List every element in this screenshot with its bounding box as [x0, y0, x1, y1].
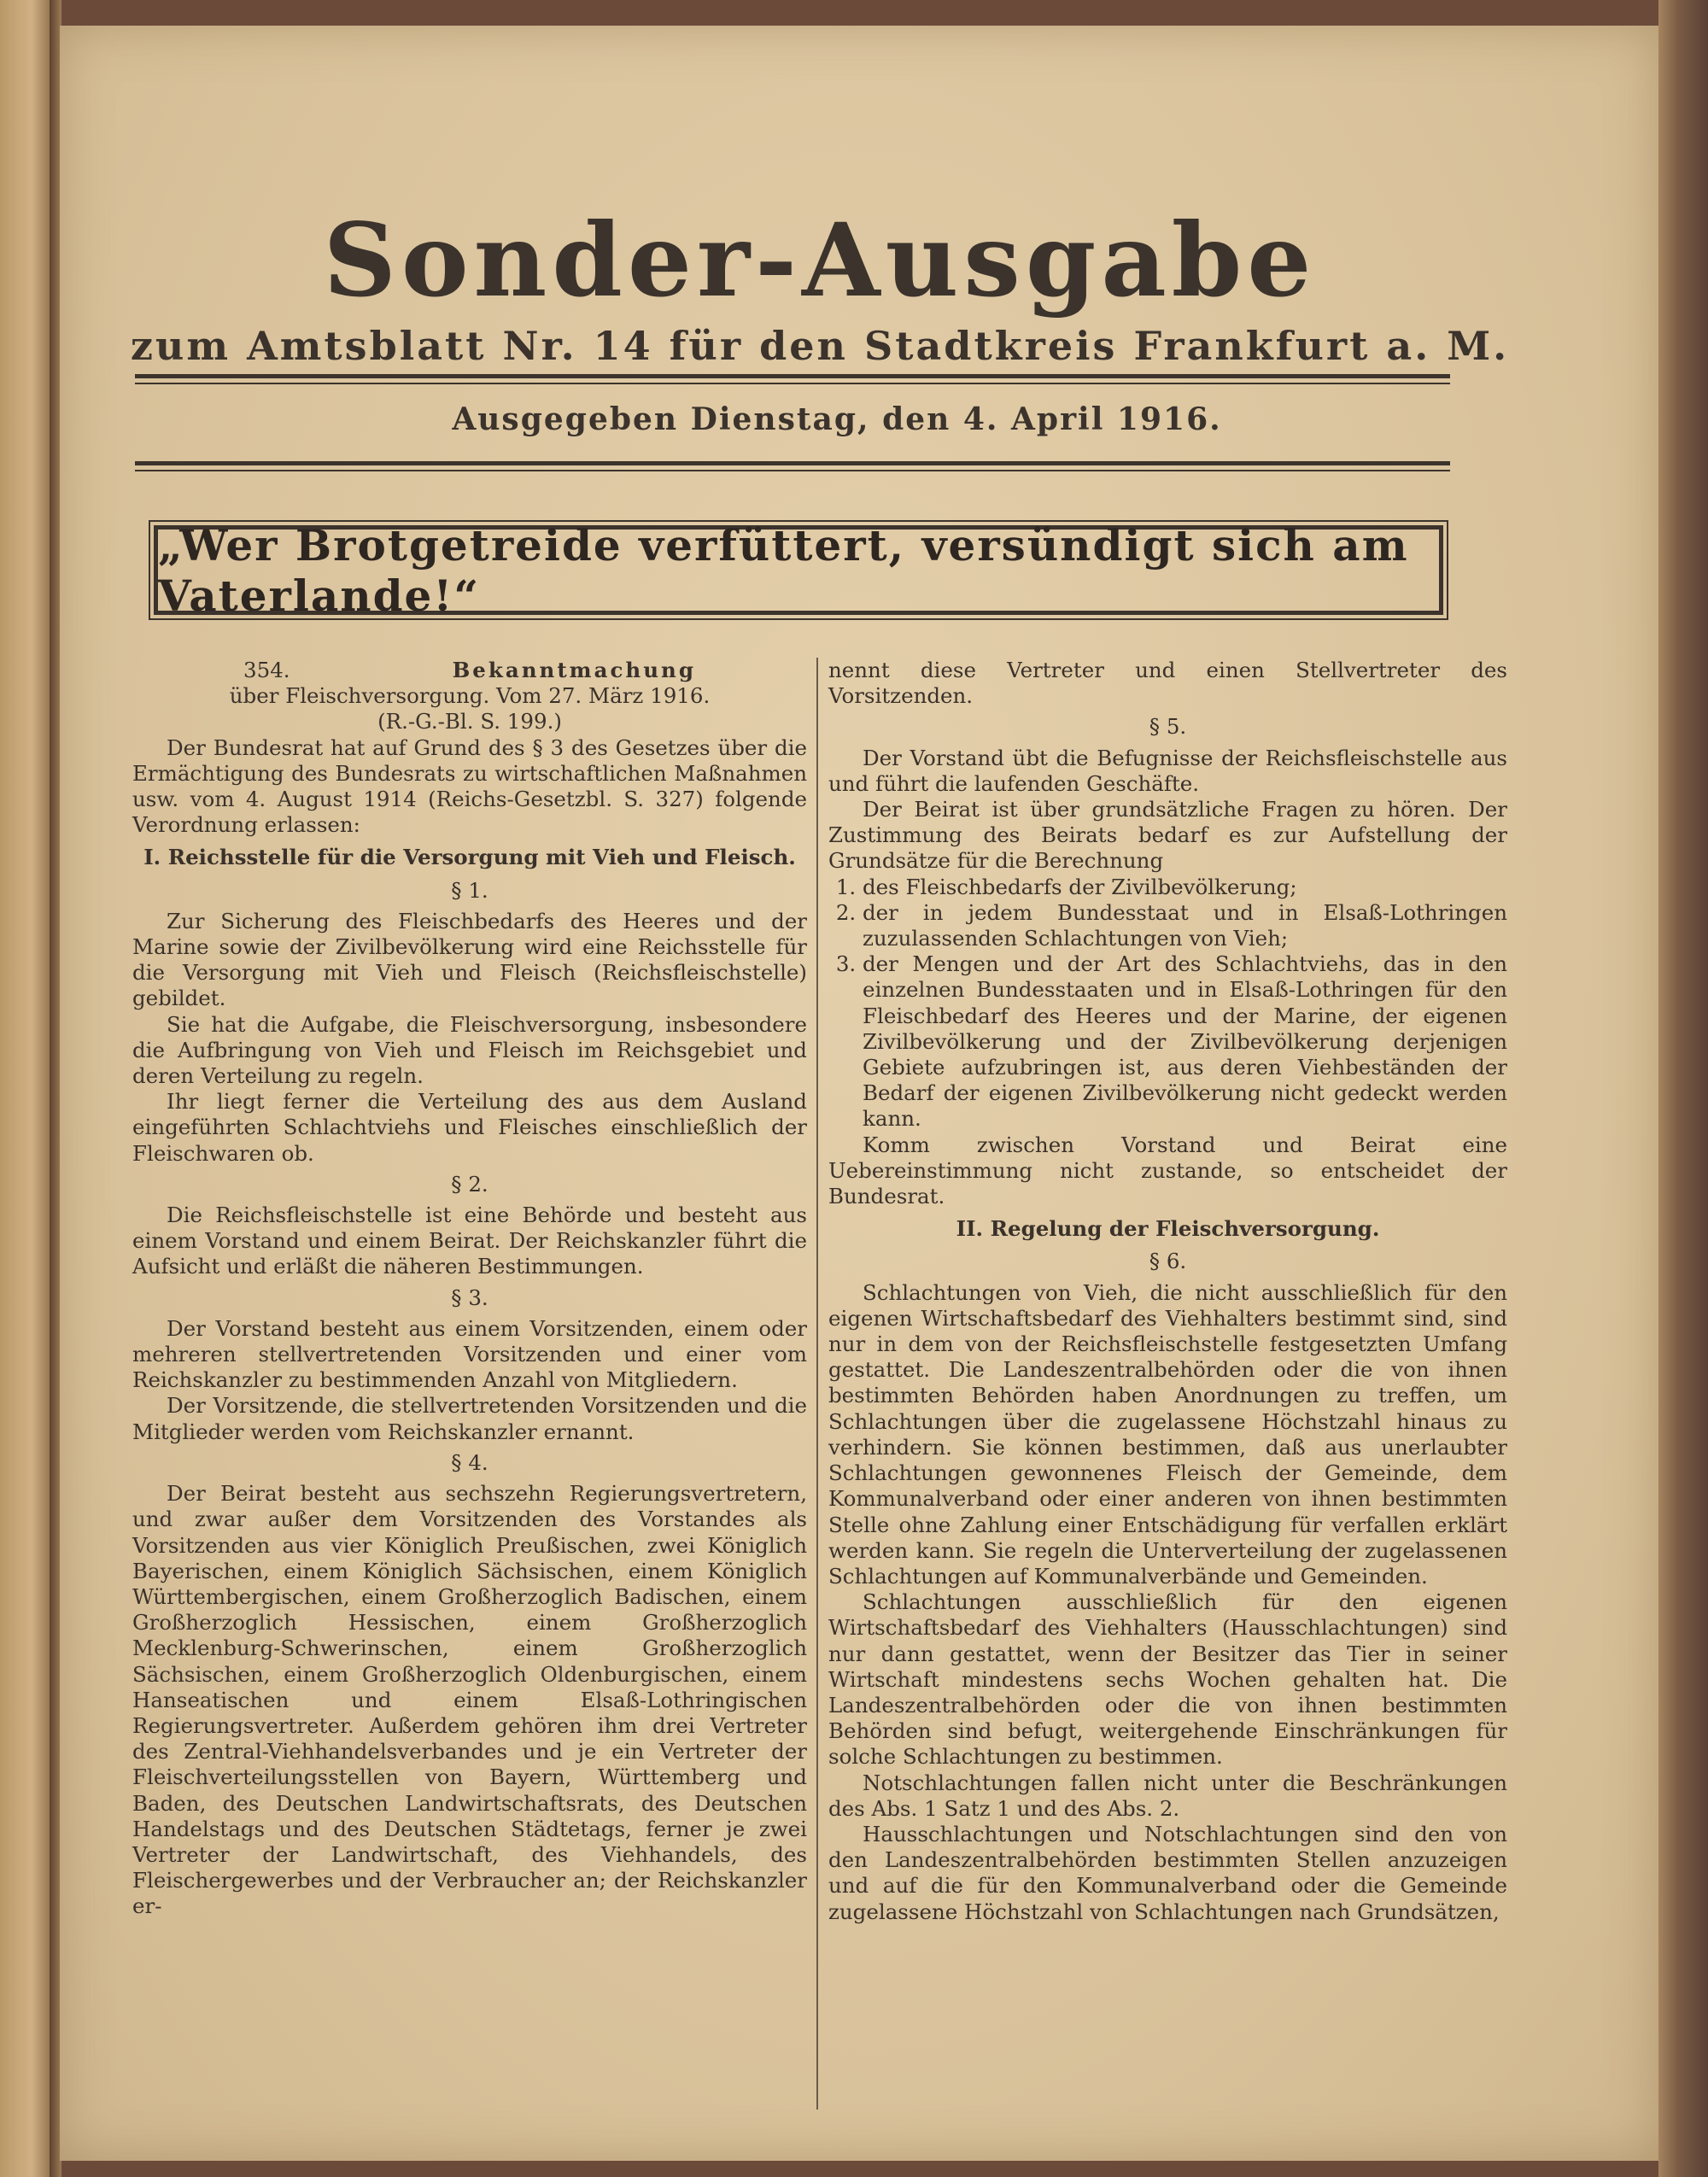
section-6-heading: § 6. [1149, 1249, 1187, 1274]
part-1-heading: I. Reichsstelle für die Versorgung mit Vieh und Fleisch. [143, 845, 796, 870]
column-divider [816, 658, 818, 2110]
announcement-citation: (R.-G.-Bl. S. 199.) [377, 709, 562, 734]
section-1-heading: § 1. [451, 877, 488, 903]
announcement-heading-line [132, 658, 807, 683]
section-4-heading: § 4. [451, 1449, 488, 1475]
section-6-paragraph-1: Schlachtungen von Vieh, die nicht ausschließlich für den eigenen Wirtschaftsbedarf des Viehhalters bestimmt sind, sind nur in dem von der Reichsfleischstelle festgesetzten Umfang gestattet. Die Landeszentralbehörden oder die von ihnen bestimmten Behörden haben Anordnungen zu treffen, um Schlachtungen über die zugelassene Höchstzahl hinaus zu verhindern. Sie können bestimmen, daß aus unerlaubter Schlachtungen gewonnenes Fleisch der Gemeinde, dem Kommunalverband oder einer anderen von ihnen bestimmten Stelle ohne Zahlung einer Entschädigung für verfallen erklärt werden kann. Sie regeln die Unterverteilung der zugelassenen Schlachtungen auf Kommunalverbände und Gemeinden. [828, 1279, 1507, 1589]
section-3-heading: § 3. [451, 1285, 488, 1310]
masthead-rule-top [135, 374, 1450, 378]
section-5-paragraph-3: Komm zwischen Vorstand und Beirat eine Uebereinstimmung nicht zustande, so entscheidet der Bundesrat. [828, 1132, 1507, 1209]
intro-paragraph: Der Bundesrat hat auf Grund des § 3 des Gesetzes über die Ermächtigung des Bundesrats zu wirtschaftlichen Maßnahmen usw. vom 4. August 1914 (Reichs-Gesetzbl. S. 327) folgende Verordnung erlassen: [132, 734, 807, 838]
masthead-rule-bottom [135, 461, 1450, 465]
announcement-number: 354. [243, 658, 290, 682]
masthead [128, 201, 1512, 369]
part-2-heading: II. Regelung der Fleischversorgung. [956, 1216, 1380, 1242]
section-6-paragraph-2: Schlachtungen ausschließlich für den eigenen Wirtschaftsbedarf des Viehhalters (Hausschlachtungen) sind nur dann gestattet, wenn der Besitzer das Tier in seiner Wirtschaft mindestens sechs Wochen gehalten hat. Die Landeszentralbehörden oder die von ihnen bestimmten Behörden sind befugt, weitergehende Einschränkungen für solche Schlachtungen zu bestimmen. [828, 1589, 1507, 1770]
page-title: Sonder-Ausgabe [323, 201, 1317, 319]
section-3-paragraph-1: Der Vorstand besteht aus einem Vorsitzenden, einem oder mehreren stellvertretenden Vorsitzenden und einer vom Reichskanzler zu bestimmenden Anzahl von Mitgliedern. [132, 1315, 807, 1393]
announcement-heading: Bekanntmachung [452, 658, 696, 682]
section-2-paragraph-1: Die Reichsfleischstelle ist eine Behörde und besteht aus einem Vorstand und einem Beirat. Der Reichskanzler führt die Aufsicht und erläßt die näheren Bestimmungen. [132, 1203, 807, 1279]
section-2-heading: § 2. [451, 1171, 488, 1197]
masthead-rule-bottom-thin [135, 470, 1450, 471]
announcement-subheading: über Fleischversorgung. Vom 27. März 1916. [229, 683, 711, 709]
book-cover-edge [1658, 0, 1708, 2177]
left-page-edge [0, 0, 53, 2177]
section-1-paragraph-2: Sie hat die Aufgabe, die Fleischversorgung, insbesondere die Aufbringung von Vieh und Fleisch im Reichsgebiet und deren Verteilung zu regeln. [132, 1011, 807, 1089]
section-3-paragraph-2: Der Vorsitzende, die stellvertretenden Vorsitzenden und die Mitglieder werden vom Reichskanzler ernannt. [132, 1393, 807, 1444]
masthead-rule-top-thin [135, 383, 1450, 384]
slogan: „Wer Brotgetreide verfüttert, versündigt sich am Vaterlande!“ [158, 519, 1409, 621]
right-column [828, 658, 1507, 1925]
left-column [132, 658, 807, 1920]
section-1-paragraph-1: Zur Sicherung des Fleischbedarfs des Heeres und der Marine sowie der Zivilbevölkerung wird eine Reichsstelle für die Versorgung mit Vieh und Fleisch (Reichsfleischstelle) gebildet. [132, 908, 807, 1011]
section-5-paragraph-1: Der Vorstand übt die Befugnisse der Reichsfleischstelle aus und führt die laufenden Geschäfte. [828, 745, 1507, 796]
section-5-heading: § 5. [1149, 714, 1187, 740]
list-item: 3. der Mengen und der Art des Schlachtviehs, das in den einzelnen Bundesstaaten und in Elsaß-Lothringen für den Fleischbedarf des Heeres und der Marine, der eigenen Zivilbevölkerung und der Zivilbevölkerung derjenigen Gebiete aufzubringen ist, aus deren Viehbeständen der Bedarf der eigenen Zivilbevölkerung nicht gedeckt werden kann. [863, 951, 1507, 1132]
issue-date: Ausgegeben Dienstag, den 4. April 1916. [452, 401, 1222, 437]
section-4-paragraph-1: Der Beirat besteht aus sechszehn Regierungsvertretern, und zwar außer dem Vorsitzenden des Vorstandes als Vorsitzenden aus vier Königlich Preußischen, zwei Königlich Bayerischen, einem Königlich Sächsischen, einem Königlich Württembergischen, einem Großherzoglich Badischen, einem Großherzoglich Hessischen, einem Großherzoglich Mecklenburg-Schwerinschen, einem Großherzoglich Sächsischen, einem Großherzoglich Oldenburgischen, einem Hanseatischen und einem Elsaß-Lothringischen Regierungsvertreter. Außerdem gehören ihm drei Vertreter des Zentral-Viehhandelsverbandes und je ein Vertreter der Fleischverteilungsstellen von Bayern, Württemberg und Baden, des Deutschen Landwirtschaftsrats, des Deutschen Handelstags und des Deutschen Städtetags, ferner je zwei Vertreter der Landwirtschaft, des Viehhandels, des Fleischergewerbes und der Verbraucher an; der Reichskanzler er- [132, 1481, 807, 1919]
section-5-list [828, 875, 1507, 1132]
section-6-paragraph-3: Notschlachtungen fallen nicht unter die Beschränkungen des Abs. 1 Satz 1 und des Abs. 2. [828, 1770, 1507, 1821]
section-4-continuation: nennt diese Vertreter und einen Stellvertreter des Vorsitzenden. [828, 658, 1507, 709]
page-subtitle: zum Amtsblatt Nr. 14 für den Stadtkreis Frankfurt a. M. [130, 323, 1510, 369]
slogan-box [154, 519, 1443, 621]
list-item: 1. des Fleischbedarfs der Zivilbevölkerung; [863, 875, 1507, 900]
section-1-paragraph-3: Ihr liegt ferner die Verteilung des aus dem Ausland eingeführten Schlachtviehs und Fleisches einschließlich der Fleischwaren ob. [132, 1089, 807, 1166]
list-item: 2. der in jedem Bundesstaat und in Elsaß-Lothringen zuzulassenden Schlachtungen von Vieh; [863, 900, 1507, 951]
section-6-paragraph-4: Hausschlachtungen und Notschlachtungen sind den von den Landeszentralbehörden bestimmten Stellen anzuzeigen und auf die für den Kommunalverband oder die Gemeinde zugelassene Höchstzahl von Schlachtungen nach Grundsätzen, [828, 1821, 1507, 1924]
section-5-paragraph-2: Der Beirat ist über grundsätzliche Fragen zu hören. Der Zustimmung des Beirats bedarf es zur Aufstellung der Grundsätze für die Berechnung [828, 797, 1507, 874]
document-page [60, 26, 1658, 2161]
